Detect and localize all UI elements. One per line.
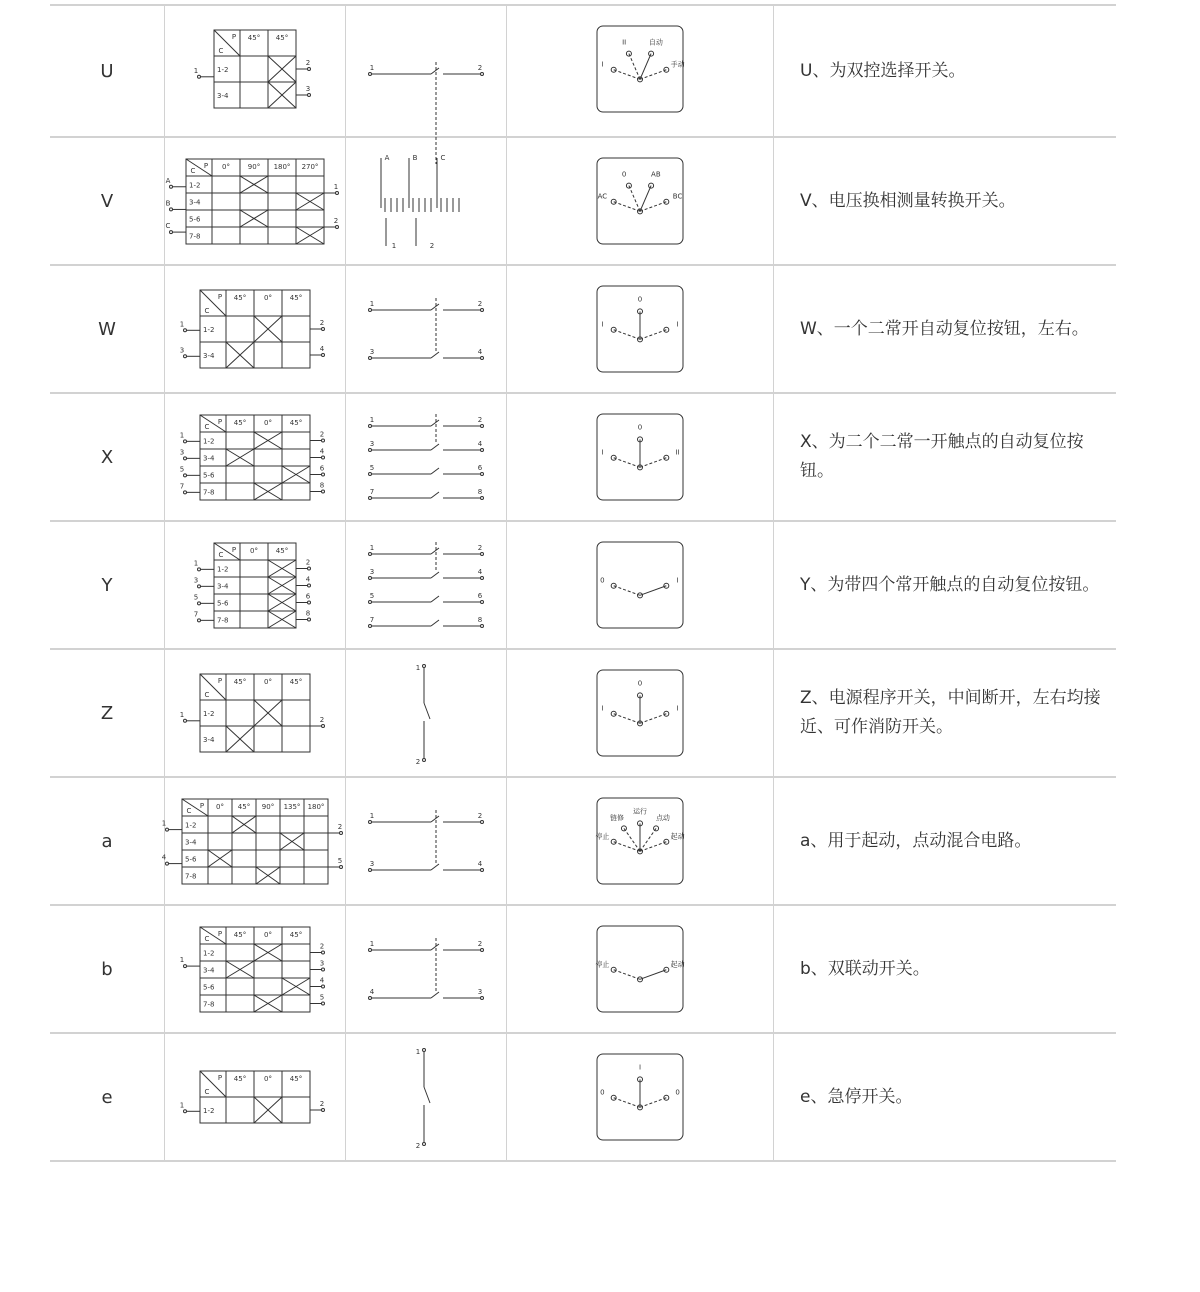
contact-table-p: P — [217, 677, 223, 685]
description-cell — [774, 778, 1116, 904]
contact-table-angle: 90° — [247, 163, 261, 171]
dial-position-label: I — [676, 576, 679, 585]
dial-position-label: 0 — [675, 1088, 680, 1097]
terminal-label: 3 — [193, 576, 199, 585]
dial-cell — [507, 138, 773, 264]
circuit-terminal: 5 — [369, 592, 375, 600]
contact-table-c: C — [204, 691, 210, 699]
contact-table-p: P — [217, 1074, 223, 1082]
contact-table-c: C — [218, 47, 224, 55]
contact-table-row-label: 1-2 — [203, 949, 215, 958]
contact-table-row-label: 1-2 — [203, 437, 215, 446]
terminal-label: 1 — [333, 183, 339, 191]
circuit-terminal: 6 — [477, 464, 483, 472]
circuit-diagram — [346, 6, 506, 132]
circuit-terminal: 1 — [415, 664, 421, 672]
dial-position-label: 0 — [637, 679, 643, 688]
description-text: U、为双控选择开关。 — [800, 60, 966, 81]
circuit-terminal: 6 — [477, 592, 483, 600]
switch-table — [50, 0, 1116, 1162]
dial-frame — [597, 158, 683, 244]
terminal-label: 8 — [319, 481, 325, 490]
contact-table-cell — [165, 266, 345, 392]
terminal-label: 3 — [319, 959, 325, 968]
dial-position-label: II — [675, 448, 680, 457]
terminal-label: 5 — [319, 993, 325, 1002]
circuit-terminal: 8 — [477, 488, 483, 496]
contact-table-row-label: 7-8 — [189, 232, 201, 241]
circuit-cell — [346, 394, 506, 520]
contact-table-angle: 0° — [264, 931, 272, 939]
contact-table-angle: 45° — [233, 931, 247, 939]
circuit-terminal: 2 — [415, 758, 421, 766]
description-text: e、急停开关。 — [800, 1086, 913, 1107]
contact-table-angle: 45° — [233, 1075, 247, 1083]
circuit-diagram — [346, 266, 506, 392]
dial-cell — [507, 906, 773, 1032]
table-row — [50, 906, 1116, 1034]
table-row — [50, 650, 1116, 778]
terminal-label: 2 — [319, 430, 325, 439]
circuit-terminal: 1 — [391, 242, 397, 250]
contact-table-c: C — [218, 551, 224, 559]
terminal-label: 7 — [179, 482, 185, 491]
contact-table-angle: 0° — [264, 294, 272, 302]
contact-table-row-label: 7-8 — [203, 1000, 215, 1009]
contact-table-c: C — [204, 307, 210, 315]
description-text: Z、电源程序开关，中间断开，左右均接近、可作消防开关。 — [800, 688, 1101, 737]
contact-table-angle: 45° — [275, 34, 289, 42]
contact-table-angle: 0° — [264, 1075, 272, 1083]
terminal-label: 3 — [179, 346, 185, 355]
circuit-terminal: 1 — [369, 64, 375, 72]
dial-position-label: 自动 — [648, 38, 663, 47]
dial-diagram — [507, 394, 773, 520]
dial-frame — [597, 542, 683, 628]
dial-position-label: I — [676, 704, 679, 713]
table-row — [50, 778, 1116, 906]
contact-table-frame — [182, 799, 328, 884]
contact-table-angle: 45° — [289, 678, 303, 686]
circuit-terminal: 4 — [477, 348, 483, 356]
circuit-terminal: 4 — [477, 568, 483, 576]
circuit-terminal: 3 — [369, 348, 375, 356]
dial-position-label: 起动 — [670, 832, 685, 841]
circuit-terminal: 8 — [477, 616, 483, 624]
contact-table-angle: 0° — [264, 419, 272, 427]
contact-table-cell — [165, 906, 345, 1032]
circuit-terminal: 1 — [369, 416, 375, 424]
dial-cell — [507, 650, 773, 776]
contact-table-angle: 180° — [307, 803, 325, 811]
contact-table-diagram — [165, 138, 345, 264]
contact-table-angle: 45° — [233, 419, 247, 427]
circuit-terminal: 2 — [429, 242, 435, 250]
contact-table-angle: 0° — [264, 678, 272, 686]
circuit-terminal: 2 — [415, 1142, 421, 1150]
contact-table-row-label: 1-2 — [217, 66, 229, 74]
dial-diagram — [507, 6, 773, 132]
dial-position-label: 0 — [621, 170, 627, 179]
circuit-cell — [346, 906, 506, 1032]
dial-cell — [507, 266, 773, 392]
circuit-diagram — [346, 138, 506, 264]
dial-position-label: I — [601, 320, 604, 329]
contact-table-row-label: 1-2 — [203, 1107, 215, 1115]
circuit-terminal: 2 — [477, 64, 483, 72]
dial-position-label: I — [601, 60, 604, 69]
dial-position-label: I — [601, 704, 604, 713]
contact-table-row-label: 1-2 — [217, 565, 229, 574]
terminal-label: 2 — [305, 59, 311, 67]
contact-table-row-label: 1-2 — [189, 181, 201, 190]
dial-position-label: 手动 — [670, 60, 685, 69]
circuit-terminal: 1 — [369, 300, 375, 308]
contact-table-row-label: 3-4 — [217, 582, 229, 591]
switch-code: V — [100, 190, 114, 212]
table-row — [50, 266, 1116, 394]
contact-table-frame — [200, 415, 310, 500]
switch-code: b — [101, 958, 113, 980]
contact-table-angle: 45° — [289, 294, 303, 302]
contact-table-angle: 0° — [216, 803, 224, 811]
contact-table-diagram — [161, 778, 345, 904]
dial-diagram — [507, 266, 773, 392]
contact-table-angle: 0° — [222, 163, 230, 171]
terminal-label: 2 — [337, 823, 343, 831]
switch-code: Z — [100, 702, 114, 724]
contact-table-row-label: 5-6 — [185, 855, 197, 864]
contact-table-p: P — [217, 418, 223, 426]
terminal-label: 3 — [305, 85, 311, 93]
table-row — [50, 1034, 1116, 1162]
terminal-label: 1 — [179, 1101, 185, 1110]
contact-table-row-label: 3-4 — [203, 966, 215, 975]
contact-table-angle: 135° — [283, 803, 301, 811]
contact-table-angle: 270° — [301, 163, 319, 171]
terminal-label: 2 — [319, 1100, 325, 1108]
contact-table-angle: 180° — [273, 163, 291, 171]
contact-table-angle: 45° — [247, 34, 261, 42]
dial-diagram — [507, 650, 773, 776]
dial-position-label: I — [601, 448, 604, 457]
dial-position-label: II — [622, 38, 627, 47]
description-cell — [774, 6, 1116, 136]
dial-position-label: 运行 — [633, 807, 647, 816]
contact-table-c: C — [204, 423, 210, 431]
contact-table-angle: 45° — [289, 419, 303, 427]
circuit-terminal: 4 — [369, 988, 375, 996]
contact-table-cell — [165, 1034, 345, 1160]
contact-table-angle: 45° — [237, 803, 251, 811]
description-cell — [774, 522, 1116, 648]
dial-position-label: AC — [597, 192, 608, 201]
terminal-label: 6 — [319, 464, 325, 473]
contact-table-row-label: 7-8 — [185, 872, 197, 881]
dial-position-label: 点动 — [655, 814, 670, 823]
switch-code: U — [100, 60, 114, 82]
description-text: b、双联动开关。 — [800, 958, 930, 979]
contact-table-c: C — [186, 807, 192, 815]
dial-position-label: AB — [651, 170, 661, 179]
terminal-label: 4 — [161, 853, 167, 862]
terminal-label: 5 — [193, 593, 199, 602]
dial-position-label: 起动 — [670, 960, 685, 969]
dial-cell — [507, 394, 773, 520]
table-row — [50, 4, 1116, 138]
contact-table-cell — [161, 778, 345, 904]
contact-table-cell — [165, 6, 345, 136]
switch-code: Y — [101, 574, 113, 596]
terminal-label: 4 — [305, 575, 311, 584]
terminal-label: 1 — [179, 710, 185, 719]
contact-table-diagram — [165, 522, 345, 648]
switch-code: e — [101, 1086, 113, 1108]
dial-frame — [597, 926, 683, 1012]
contact-table-p: P — [217, 930, 223, 938]
dial-position-label: 停止 — [595, 832, 610, 841]
contact-table-diagram — [165, 906, 345, 1032]
contact-table-row-label: 5-6 — [203, 471, 215, 480]
switch-code: X — [100, 446, 114, 468]
circuit-terminal: C — [440, 154, 446, 162]
terminal-label: C — [165, 222, 171, 231]
description-text: Y、为带四个常开触点的自动复位按钮。 — [800, 574, 1100, 595]
circuit-terminal: 3 — [369, 568, 375, 576]
contact-table-angle: 45° — [289, 931, 303, 939]
contact-table-p: P — [217, 293, 223, 301]
dial-cell — [507, 778, 773, 904]
description-text: a、用于起动，点动混合电路。 — [800, 830, 1032, 851]
dial-position-label: BC — [672, 192, 683, 201]
terminal-label: 1 — [193, 559, 199, 568]
contact-table-p: P — [203, 162, 209, 170]
dial-position-label: 0 — [600, 1088, 605, 1097]
terminal-label: 1 — [179, 320, 185, 329]
dial-position-label: 0 — [600, 576, 605, 585]
terminal-label: 5 — [337, 857, 343, 865]
terminal-label: 2 — [305, 558, 311, 567]
circuit-terminal: 2 — [477, 300, 483, 308]
dial-cell — [507, 6, 773, 136]
contact-table-cell — [165, 650, 345, 776]
contact-table-cell — [165, 138, 345, 264]
contact-table-row-label: 1-2 — [203, 326, 215, 334]
terminal-label: A — [165, 176, 171, 185]
contact-table-diagram — [165, 650, 345, 776]
circuit-terminal: 5 — [369, 464, 375, 472]
contact-table-row-label: 3-4 — [185, 838, 197, 847]
dial-cell — [507, 1034, 773, 1160]
contact-table-cell — [165, 394, 345, 520]
switch-code: a — [101, 830, 113, 852]
circuit-diagram — [346, 650, 506, 776]
circuit-cell — [346, 778, 506, 904]
dial-diagram — [507, 778, 773, 904]
circuit-diagram — [346, 1034, 506, 1160]
terminal-label: 1 — [179, 431, 185, 440]
circuit-terminal: 3 — [369, 440, 375, 448]
circuit-terminal: 3 — [369, 860, 375, 868]
circuit-terminal: 3 — [477, 988, 483, 996]
circuit-diagram — [346, 778, 506, 904]
terminal-label: 2 — [319, 319, 325, 327]
terminal-label: 2 — [333, 217, 339, 225]
contact-table-angle: 45° — [233, 294, 247, 302]
terminal-label: 3 — [179, 448, 185, 457]
contact-table-diagram — [165, 1034, 345, 1160]
terminal-label: 4 — [319, 345, 325, 353]
contact-table-c: C — [190, 167, 196, 175]
terminal-label: 4 — [319, 976, 325, 985]
terminal-label: 1 — [193, 66, 199, 75]
contact-table-diagram — [165, 6, 345, 132]
contact-table-p: P — [231, 33, 237, 41]
contact-table-row-label: 3-4 — [203, 736, 215, 744]
circuit-terminal: 7 — [369, 488, 375, 496]
circuit-terminal: A — [384, 154, 390, 162]
description-text: X、为二个二常一开触点的自动复位按钮。 — [800, 432, 1084, 481]
contact-table-cell — [165, 522, 345, 648]
contact-table-angle: 45° — [275, 547, 289, 555]
contact-table-angle: 45° — [233, 678, 247, 686]
table-row — [50, 522, 1116, 650]
circuit-cell — [346, 6, 506, 136]
contact-table-row-label: 3-4 — [203, 454, 215, 463]
contact-table-row-label: 5-6 — [217, 599, 229, 608]
dial-diagram — [507, 522, 773, 648]
description-cell — [774, 906, 1116, 1032]
dial-diagram — [507, 138, 773, 264]
dial-cell — [507, 522, 773, 648]
description-text: V、电压换相测量转换开关。 — [800, 190, 1016, 211]
dial-position-label: 停止 — [595, 960, 610, 969]
contact-table-angle: 90° — [261, 803, 275, 811]
contact-table-row-label: 3-4 — [203, 352, 215, 360]
description-cell — [774, 1034, 1116, 1160]
contact-table-row-label: 3-4 — [189, 198, 201, 207]
dial-position-label: I — [676, 320, 679, 329]
contact-table-row-label: 3-4 — [217, 92, 229, 100]
terminal-label: 5 — [179, 465, 185, 474]
dial-diagram — [507, 1034, 773, 1160]
description-text: W、一个二常开自动复位按钮，左右。 — [800, 318, 1089, 339]
circuit-terminal: 2 — [477, 812, 483, 820]
contact-table-row-label: 7-8 — [203, 488, 215, 497]
contact-table-angle: 45° — [289, 1075, 303, 1083]
contact-table-c: C — [204, 935, 210, 943]
circuit-terminal: 4 — [477, 440, 483, 448]
circuit-diagram — [346, 394, 506, 520]
description-cell — [774, 650, 1116, 776]
circuit-terminal: B — [412, 154, 418, 162]
contact-table-c: C — [204, 1088, 210, 1096]
circuit-diagram — [346, 906, 506, 1032]
terminal-label: B — [165, 199, 171, 208]
terminal-label: 7 — [193, 610, 199, 619]
contact-table-row-label: 5-6 — [189, 215, 201, 224]
circuit-terminal: 4 — [477, 860, 483, 868]
circuit-terminal: 1 — [369, 544, 375, 552]
contact-table-diagram — [165, 266, 345, 392]
circuit-diagram — [346, 522, 506, 648]
circuit-cell — [346, 138, 506, 264]
description-cell — [774, 266, 1116, 392]
switch-code: W — [98, 318, 116, 340]
description-cell — [774, 394, 1116, 520]
circuit-cell — [346, 1034, 506, 1160]
contact-table-frame — [200, 927, 310, 1012]
description-cell — [774, 138, 1116, 264]
circuit-terminal: 2 — [477, 416, 483, 424]
terminal-label: 1 — [161, 819, 167, 828]
circuit-cell — [346, 266, 506, 392]
terminal-label: 2 — [319, 716, 325, 724]
circuit-terminal: 1 — [369, 812, 375, 820]
contact-table-row-label: 1-2 — [185, 821, 197, 830]
circuit-terminal: 2 — [477, 544, 483, 552]
contact-table-row-label: 7-8 — [217, 616, 229, 625]
circuit-terminal: 2 — [477, 940, 483, 948]
circuit-cell — [346, 650, 506, 776]
contact-table-angle: 0° — [250, 547, 258, 555]
contact-table-row-label: 1-2 — [203, 710, 215, 718]
contact-table-p: P — [231, 546, 237, 554]
dial-position-label: 链修 — [610, 814, 625, 823]
circuit-terminal: 1 — [369, 940, 375, 948]
terminal-label: 1 — [179, 956, 185, 965]
dial-diagram — [507, 906, 773, 1032]
terminal-label: 8 — [305, 609, 311, 618]
dial-position-label: 0 — [637, 423, 643, 432]
contact-table-p: P — [199, 802, 205, 810]
dial-position-label: 0 — [637, 295, 643, 304]
circuit-cell — [346, 522, 506, 648]
contact-table-row-label: 5-6 — [203, 983, 215, 992]
table-row — [50, 138, 1116, 266]
terminal-label: 6 — [305, 592, 311, 601]
contact-table-diagram — [165, 394, 345, 520]
terminal-label: 2 — [319, 942, 325, 951]
dial-position-label: I — [638, 1063, 642, 1072]
dial-frame — [597, 26, 683, 112]
table-row — [50, 394, 1116, 522]
circuit-terminal: 7 — [369, 616, 375, 624]
circuit-terminal: 1 — [415, 1048, 421, 1056]
terminal-label: 4 — [319, 447, 325, 456]
